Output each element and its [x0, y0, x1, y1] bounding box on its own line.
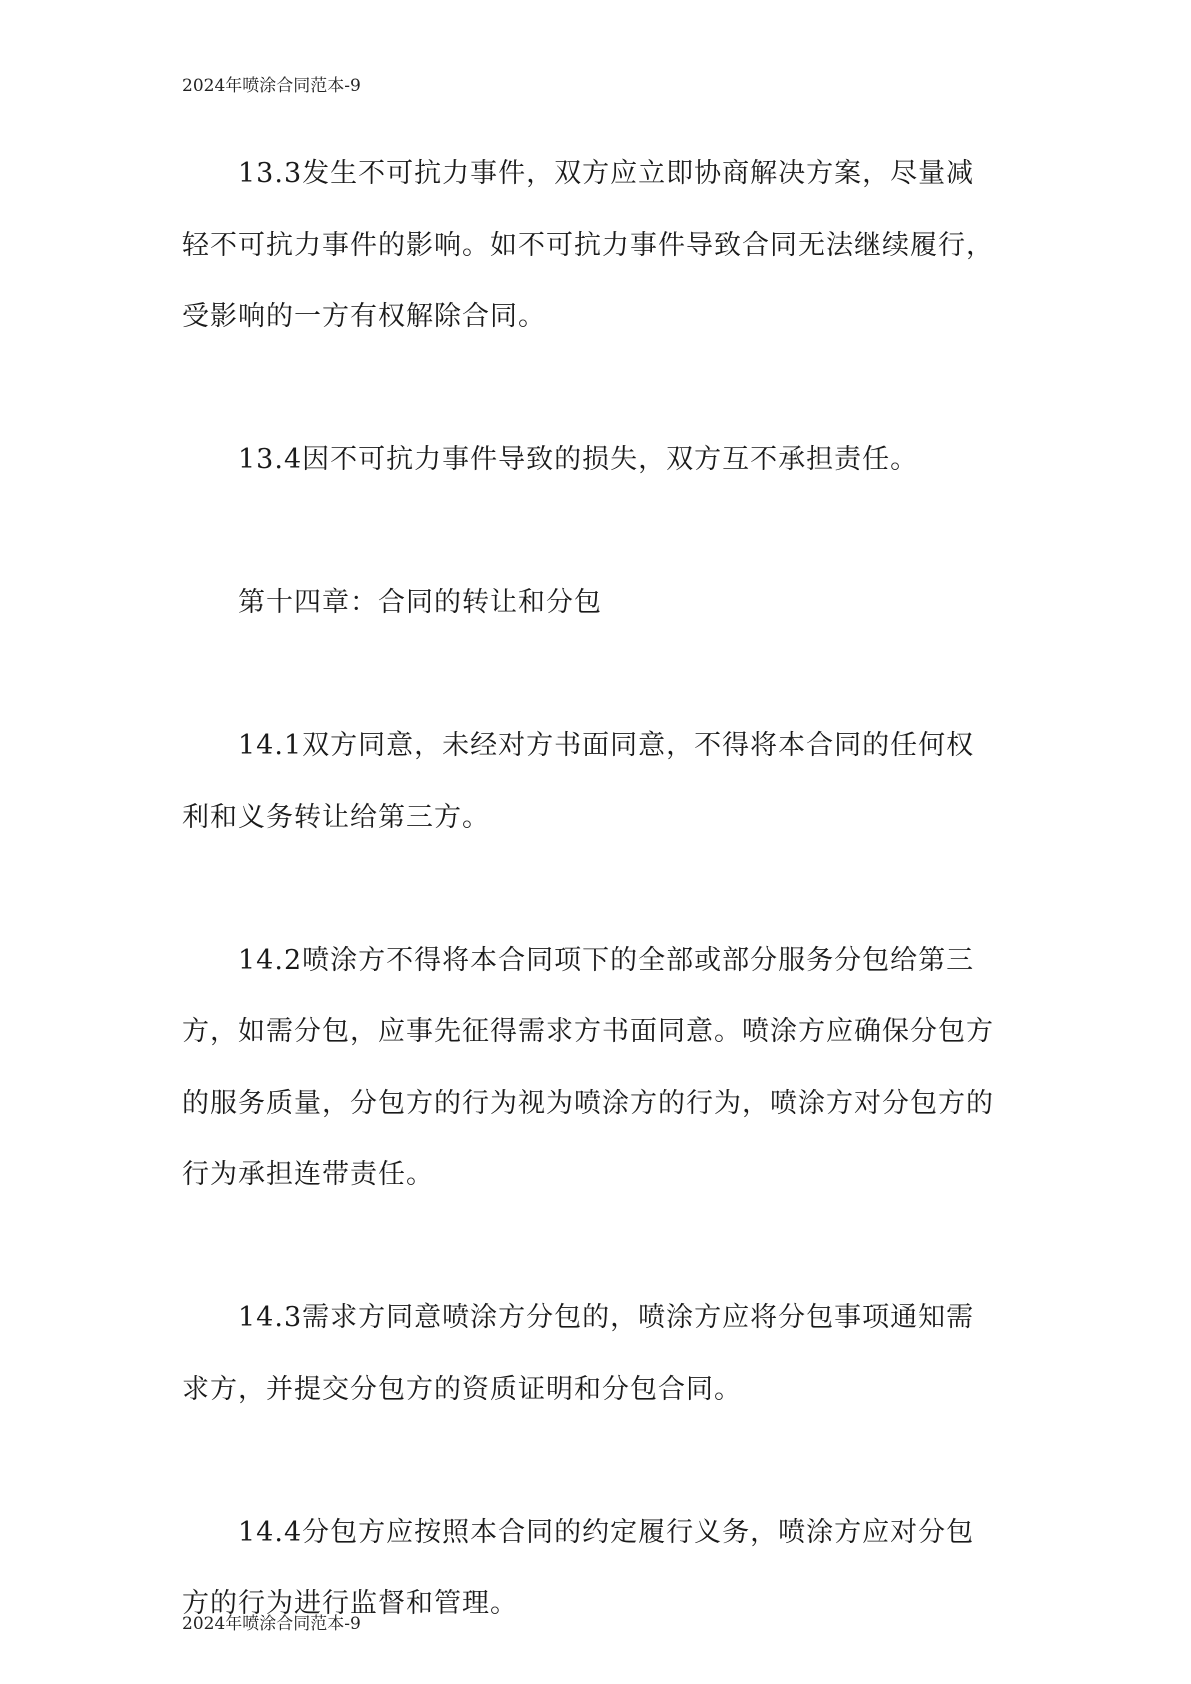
document-body: [182, 138, 1002, 1640]
paragraph-13-3: 13.3发生不可抗力事件，双方应立即协商解决方案，尽量减轻不可抗力事件的影响。如不可抗力事件导致合同无法继续履行，受影响的一方有权解除合同。: [182, 158, 994, 332]
paragraph-13-4: 13.4因不可抗力事件导致的损失，双方互不承担责任。: [238, 444, 919, 475]
paragraph-14-4: 14.4分包方应按照本合同的约定履行义务，喷涂方应对分包方的行为进行监督和管理。: [182, 1516, 975, 1619]
paragraph-14-2: 14.2喷涂方不得将本合同项下的全部或部分服务分包给第三方，如需分包，应事先征得需求方书面同意。喷涂方应确保分包方的服务质量，分包方的行为视为喷涂方的行为，喷涂方对分包方的行为承担连带责任。: [182, 944, 994, 1190]
paragraph-14-3: 14.3需求方同意喷涂方分包的，喷涂方应将分包事项通知需求方，并提交分包方的资质证明和分包合同。: [182, 1302, 975, 1405]
paragraph-14-1: 14.1双方同意，未经对方书面同意，不得将本合同的任何权利和义务转让给第三方。: [182, 730, 975, 833]
running-footer: 2024年喷涂合同范本-9: [182, 1614, 361, 1634]
running-header: 2024年喷涂合同范本-9: [182, 76, 361, 96]
chapter-14-heading: 第十四章：合同的转让和分包: [238, 587, 602, 618]
